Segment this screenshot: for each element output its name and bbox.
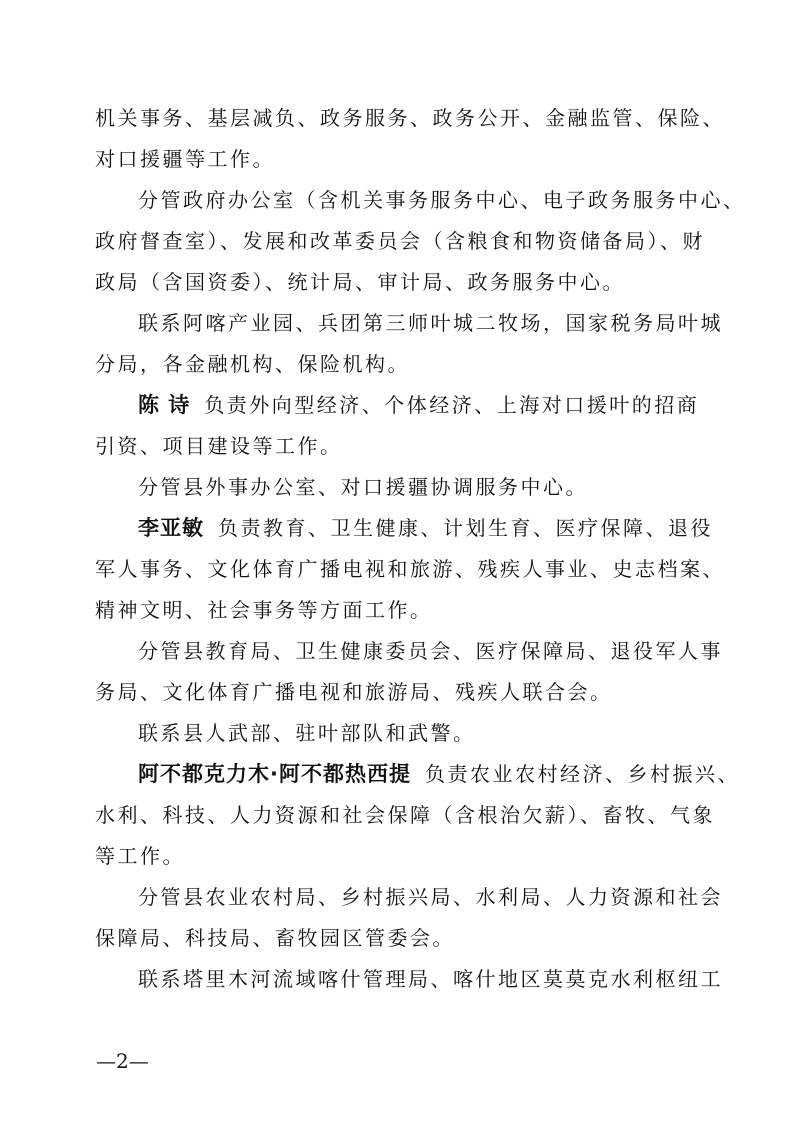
text-line: 引资、项目建设等工作。	[95, 434, 343, 458]
text-line: 分管政府办公室（含机关事务服务中心、电子政务服务中心、	[138, 188, 746, 212]
text-line: 分局，各金融机构、保险机构。	[95, 352, 410, 376]
paragraph-li-yamin	[138, 516, 748, 540]
page-number: —2—	[96, 1049, 149, 1073]
person-name-abudu: 阿不都克力木·阿不都热西提	[138, 762, 411, 786]
person-name-li-yamin: 李亚敏	[138, 516, 204, 540]
duty-text: 负责外向型经济、个体经济、上海对口援叶的招商	[204, 393, 700, 417]
text-line: 对口援疆等工作。	[95, 147, 275, 171]
text-line: 等工作。	[95, 844, 185, 868]
text-line: 机关事务、基层减负、政务服务、政务公开、金融监管、保险、	[95, 106, 725, 130]
text-line: 分管县农业农村局、乡村振兴局、水利局、人力资源和社会	[138, 885, 723, 909]
person-name-chen-shi: 陈 诗	[138, 393, 191, 417]
text-line: 分管县教育局、卫生健康委员会、医疗保障局、退役军人事	[138, 639, 723, 663]
text-line: 精神文明、社会事务等方面工作。	[95, 598, 433, 622]
text-line: 军人事务、文化体育广播电视和旅游、残疾人事业、史志档案、	[95, 557, 725, 581]
text-line: 水利、科技、人力资源和社会保障（含根治欠薪）、畜牧、气象	[95, 803, 715, 827]
text-line: 政局（含国资委）、统计局、审计局、政务服务中心。	[95, 270, 625, 294]
text-line: 政府督查室）、发展和改革委员会（含粮食和物资储备局）、财	[95, 229, 705, 253]
text-line: 保障局、科技局、畜牧园区管委会。	[95, 926, 455, 950]
paragraph-abudu	[138, 762, 748, 786]
text-line: 分管县外事办公室、对口援疆协调服务中心。	[138, 475, 588, 499]
paragraph-chen-shi	[138, 393, 748, 417]
text-line: 务局、文化体育广播电视和旅游局、残疾人联合会。	[95, 680, 613, 704]
duty-text: 负责农业农村经济、乡村振兴、	[424, 762, 740, 786]
text-line: 联系县人武部、驻叶部队和武警。	[138, 721, 476, 745]
duty-text: 负责教育、卫生健康、计划生育、医疗保障、退役	[218, 516, 713, 540]
text-line: 联系阿喀产业园、兵团第三师叶城二牧场，国家税务局叶城	[138, 311, 723, 335]
text-line: 联系塔里木河流域喀什管理局、喀什地区莫莫克水利枢纽工	[138, 967, 723, 991]
